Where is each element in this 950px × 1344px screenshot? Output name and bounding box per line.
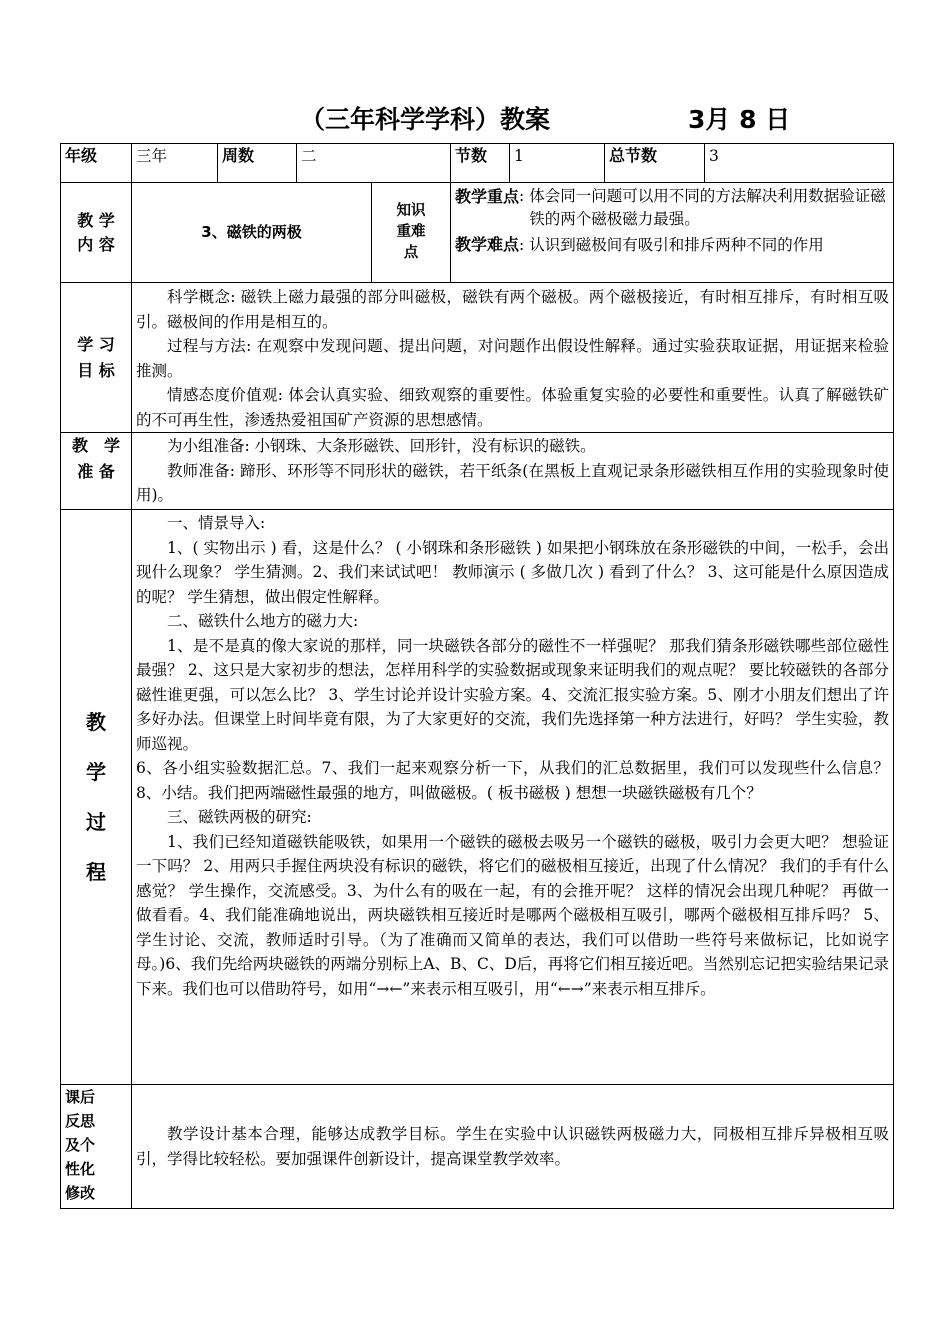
difficulty-text: 认识到磁极间有吸引和排斥两种不同的作用 — [529, 236, 824, 254]
process-label-char: 过 — [86, 810, 106, 834]
process-content — [132, 510, 894, 1085]
process-section-1-heading: 一、情景导入: — [167, 514, 266, 532]
info-row — [61, 144, 894, 183]
document-title: （三年科学学科）教案 — [300, 105, 551, 134]
difficulty-label: 教学难点 — [455, 235, 520, 254]
reflection-label-line: 修改 — [65, 1184, 96, 1202]
content-row — [61, 183, 894, 283]
content-label-line2: 内 容 — [77, 234, 115, 254]
knowledge-label-line2: 重难 — [396, 224, 426, 240]
process-section-1-text: 1、( 实物出示 ) 看，这是什么？ ( 小钢珠和条形磁铁 ) 如果把小钢珠放在条形磁铁的中间，一松手，会出现什么现象？ 学生猜测。2、我们来试试吧！ 教师演示 ( 多做几次 ) 看到了什么？ 3、这可能是什么原因造成的呢？ 学生猜想，做出假定性解释。 — [136, 538, 890, 606]
focus-text: 体会同一问题可以用不同的方法解决利用数据验证磁铁的两个磁极磁力最强。 — [529, 187, 886, 228]
goal-concept: 科学概念: 磁铁上磁力最强的部分叫磁极，磁铁有两个磁极。两个磁极接近，有时相互排斥，有时相互吸引。磁极间的作用是相互的。 — [136, 288, 890, 331]
process-label-char: 程 — [86, 860, 106, 884]
reflection-row — [61, 1085, 894, 1209]
grade-label: 年级 — [61, 144, 132, 183]
knowledge-label-line1: 知识 — [396, 203, 426, 219]
reflection-label-line: 课后 — [65, 1088, 96, 1106]
process-section-3-heading: 三、磁铁两极的研究: — [167, 808, 312, 826]
week-label: 周数 — [218, 144, 297, 183]
prep-label — [61, 433, 132, 510]
focus-label: 教学重点 — [455, 187, 520, 206]
knowledge-label-line3: 点 — [403, 245, 419, 261]
teaching-focus: 教学重点 : 体会同一问题可以用不同的方法解决利用数据验证磁铁的两个磁极磁力最强。 — [455, 185, 889, 231]
goals-label — [61, 283, 132, 433]
process-section-2-text: 1、是不是真的像大家说的那样，同一块磁铁各部分的磁性不一样强呢？ 那我们猜条形磁铁哪些部位磁性最强？ 2、这只是大家初步的想法，怎样用科学的实验数据或现象来证明我们的观点呢？ 要比较磁铁的各部分磁性谁更强，可以怎么比？ 3、学生讨论并设计实验方案。4、交流汇报实验方案。5、刚才小朋友们想出了许多好办法。但课堂上时间毕竟有限，为了大家更好的交流，我们先选择第一种方法进行，好吗？ 学生实验，教师巡视。 — [136, 636, 890, 753]
week-value: 二 — [297, 144, 451, 183]
reflection-text: 教学设计基本合理，能够达成教学目标。学生在实验中认识磁铁两极磁力大，同极相互排斥异极相互吸引，学得比较轻松。要加强课件创新设计，提高课堂教学效率。 — [136, 1125, 890, 1168]
prep-label-line2: 准 备 — [77, 462, 115, 481]
document-date: 3月 8 日 — [688, 105, 791, 134]
teaching-difficulty: 教学难点: 认识到磁极间有吸引和排斥两种不同的作用 — [455, 235, 824, 254]
document-header — [0, 100, 950, 140]
prep-content — [132, 433, 894, 510]
process-row — [61, 510, 894, 1085]
goals-label-line2: 目 标 — [77, 360, 115, 380]
process-section-2-summary: 6、各小组实验数据汇总。7、我们一起来观察分析一下，从我们的汇总数据里，我们可以发现些什么信息？ 8、小结。我们把两端磁性最强的地方，叫做磁极。( 板书磁极 ) 想想一块磁铁磁极有几个？ — [136, 759, 890, 802]
goal-process: 过程与方法: 在观察中发现问题、提出问题，对问题作出假设性解释。通过实验获取证据，用证据来检验推测。 — [136, 337, 890, 380]
key-points-cell — [451, 183, 894, 283]
goals-label-line1: 学 习 — [77, 334, 115, 354]
total-lessons-label: 总节数 — [605, 144, 705, 183]
goals-row — [61, 283, 894, 433]
process-label-char: 学 — [86, 760, 106, 784]
grade-value: 三年 — [132, 144, 218, 183]
prep-teacher: 教师准备: 蹄形、环形等不同形状的磁铁，若干纸条(在黑板上直观记录条形磁铁相互作用的实验现象时使用)。 — [136, 461, 890, 504]
prep-label-line1: 教 学 — [71, 436, 120, 455]
total-lessons-value: 3 — [705, 144, 894, 183]
process-label-char: 教 — [86, 710, 106, 734]
lesson-plan-table — [60, 143, 894, 1209]
process-section-2-heading: 二、磁铁什么地方的磁力大: — [167, 612, 359, 630]
goal-attitude: 情感态度价值观: 体会认真实验、细致观察的重要性。体验重复实验的必要性和重要性。认真了解磁铁矿的不可再生性，渗透热爱祖国矿产资源的思想感情。 — [136, 386, 890, 429]
content-label — [61, 183, 132, 283]
lesson-value: 1 — [510, 144, 605, 183]
lesson-title: 3、磁铁的两极 — [132, 183, 372, 283]
lesson-label: 节数 — [451, 144, 510, 183]
reflection-label-line: 及个 — [65, 1136, 96, 1154]
process-section-3-text: 1、我们已经知道磁铁能吸铁，如果用一个磁铁的磁极去吸另一个磁铁的磁极，吸引力会更大吧？ 想验证一下吗？ 2、用两只手握住两块没有标识的磁铁，将它们的磁极相互接近，出现了什么情况？ 我们的手有什么感觉？ 学生操作，交流感受。3、为什么有的吸在一起，有的会推开呢？ 这样的情况会出现几种呢？ 再做一做看看。4、我们能准确地说出，两块磁铁相互接近时是哪两个磁极相互吸引，哪两个磁极相互排斥吗？ 5、学生讨论、交流，教师适时引导。（为了准确而又简单的表达，我们可以借助一些符号来做标记，比如说字母。)6、我们先给两块磁铁的两端分别标上A、B、C、D后，再将它们相互接近吧。当然别忘记把实验结果记录下来。我们也可以借助符号，如用“→←”来表示相互吸引，用“←→”来表示相互排斥。 — [136, 832, 890, 998]
reflection-label-line: 性化 — [65, 1160, 96, 1178]
process-label — [61, 510, 132, 1085]
content-label-line1: 教 学 — [77, 210, 115, 230]
prep-row — [61, 433, 894, 510]
reflection-label — [61, 1085, 132, 1209]
reflection-content — [132, 1085, 894, 1209]
reflection-label-line: 反思 — [65, 1112, 96, 1130]
knowledge-label — [372, 183, 451, 283]
prep-group: 为小组准备: 小钢珠、大条形磁铁、回形针，没有标识的磁铁。 — [167, 437, 596, 455]
goals-content — [132, 283, 894, 433]
